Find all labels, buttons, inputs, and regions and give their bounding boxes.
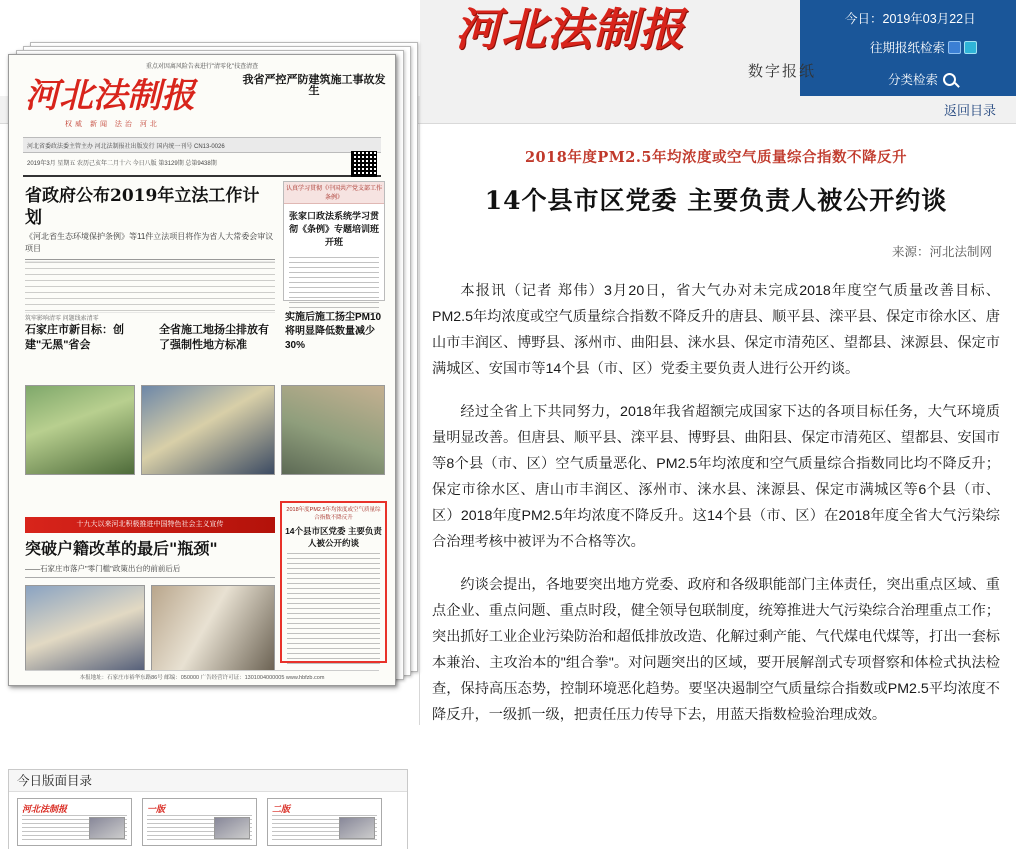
past-issue-label: 往期报纸检索 <box>870 41 946 55</box>
download-icon[interactable] <box>964 41 977 54</box>
newspaper-front-page[interactable] <box>8 54 396 686</box>
page-thumbnail[interactable] <box>17 798 132 846</box>
article-paragraph: 本报讯（记者 郑伟）3月20日，省大气办对未完成2018年度空气质量改善目标、PM2.5年均浓度或空气质量综合指数不降反升的唐县、顺平县、滦平县、保定市徐水区、唐山市丰润区、博野县、涿州市、曲阳县、涞水县、保定市清苑区、望都县、涞源县、保定市满城区、安国市等14个县（市、区）党委主要负责人进行公开约谈。 <box>432 282 1000 377</box>
category-search-label: 分类检索 <box>888 73 939 87</box>
front-page-right-box-kicker: 认真学习贯彻《中国共产党支部工作条例》 <box>284 182 384 204</box>
panel-divider <box>419 124 420 725</box>
category-search[interactable] <box>888 70 956 88</box>
selected-article-body <box>287 553 380 665</box>
thumb-photo <box>89 817 125 839</box>
front-page-right-box-title: 张家口政法系统学习贯彻《条例》专题培训班开班 <box>288 211 379 247</box>
front-page-meta-line: 河北省委政法委主管主办 河北法制报社出版发行 国内统一刊号 CN13-0026 <box>23 137 381 153</box>
today-index-title: 今日版面目录 <box>9 770 407 792</box>
thumb-photo <box>214 817 250 839</box>
paper-stack <box>8 24 408 784</box>
article-source: 来源：河北法制网 <box>891 244 992 259</box>
qr-code-icon <box>351 151 377 177</box>
front-page-headline-2b[interactable]: 全省施工地扬尘排放有了强制性地方标准 <box>159 324 269 351</box>
selected-article-title: 14个县市区党委 主要负责人被公开约谈 <box>285 526 382 548</box>
front-page-body-block-1 <box>25 261 275 313</box>
front-page-headline-1[interactable]: 省政府公布2019年立法工作计划 <box>25 186 260 228</box>
front-page-top-right-kicker <box>241 71 387 97</box>
search-icon[interactable] <box>943 73 956 86</box>
page-thumbnail[interactable] <box>267 798 382 846</box>
article-paragraph: 经过全省上下共同努力，2018年我省超额完成国家下达的各项目标任务，大气环境质量明显改善。但唐县、顺平县、滦平县、博野县、曲阳县、保定市清苑区、望都县、安国市等8个县（市、区）空气质量恶化、PM2.5年均浓度和空气质量综合指数同比均不降反升；保定市徐水区、唐山市丰润区、涿州市、涞水县、涞源县、保定市满城区等6个县（市、区）2018年度PM2.5年均浓度不降反升。这14个县（市、区）在2018年度全省大气污染综合治理考核中被评为不合格等次。 <box>432 403 1000 550</box>
thumb-masthead: 二版 <box>272 805 291 815</box>
article-title: 14个县市区党委 主要负责人被公开约谈 <box>484 185 948 215</box>
front-page-photo-b <box>141 385 275 475</box>
front-page-headline-2c: 实施后施工扬尘PM10将明显降低数量减少30% <box>285 312 382 351</box>
front-page-photo-d <box>25 585 145 671</box>
front-page-photo-a <box>25 385 135 475</box>
front-page-headline-3[interactable]: 突破户籍改革的最后"瓶颈" <box>25 539 218 558</box>
front-page-photo-c <box>281 385 385 475</box>
article-shoulder: 2018年度PM2.5年均浓度或空气质量综合指数不降反升 <box>524 149 908 166</box>
front-page-headline-2[interactable]: 石家庄市新目标：创建"无黑"省会 <box>25 324 124 351</box>
thumb-photo <box>339 817 375 839</box>
article-pane <box>432 134 1000 723</box>
front-page-headline-1-sub: 《河北省生态环境保护条例》等11件立法项目将作为省人大常委会审议项目 <box>25 231 275 260</box>
selected-article-kicker: 2018年度PM2.5年均浓度或空气质量综合指数不降反升 <box>286 507 381 521</box>
page-thumbnail[interactable] <box>142 798 257 846</box>
front-page-right-box[interactable] <box>283 181 385 301</box>
article-paragraph: 约谈会提出，各地要突出地方党委、政府和各级职能部门主体责任，突出重点区域、重点企业、重点问题、重点时段，健全领导包联制度，统筹推进大气污染综合治理重点工作；突出抓好工业企业污染防治和超低排放改造、化解过剩产能、气代煤电代煤等，打出一套标本兼治、主攻治本的"组合拳"。对问题突出的区域，要开展解剖式专项督察和体检式执法检查，保持高压态势，控制环境恶化趋势。要坚决遏制空气质量综合指数或PM2.5平均浓度不降反升，一级抓一级，把责任压力传导下去，用蓝天指数检验治理成效。 <box>432 576 1000 723</box>
calendar-icon[interactable] <box>948 41 961 54</box>
front-page-top-right-headline: 我省严控严防建筑施工事故发生 <box>242 74 386 97</box>
front-page-masthead: 河北法制报 <box>25 76 195 116</box>
selected-article-highlight[interactable] <box>280 501 387 663</box>
today-index-thumbs <box>9 792 407 852</box>
front-page-top-strip: 重点对因离风险告表进行"清零化"技查清查 <box>145 64 259 70</box>
front-page-photo-e <box>151 585 275 671</box>
front-page-headline-3-sub: ——石家庄市落户"零门槛"政策出台的前前后后 <box>25 563 275 578</box>
front-page-kicker-small: 筑牢影响清零 问题线索清零 <box>25 316 99 322</box>
today-index-panel <box>8 769 408 849</box>
digital-paper-label: 数字报纸 <box>748 63 817 80</box>
front-page-masthead-sub: 权威 新闻 法治 河北 <box>65 121 160 128</box>
past-issue-search[interactable] <box>870 38 977 56</box>
back-to-index-link[interactable]: 返回目录 <box>943 103 996 118</box>
front-page-red-bar: 十九大以来河北积极推进中国特色社会主义宣传 <box>25 517 275 533</box>
thumb-masthead: 河北法制报 <box>22 805 68 815</box>
article-body <box>432 278 1000 728</box>
front-page-right-box-body <box>289 257 379 313</box>
newspaper-preview-panel <box>0 64 416 815</box>
today-date: 今日：2019年03月22日 <box>845 12 976 26</box>
site-masthead: 河北法制报 <box>455 3 686 56</box>
front-page-footer: 本报地址：石家庄市裕华东路86号 邮编：050000 广告经营许可证：1301004000005 www.hbfzb.com <box>25 670 379 681</box>
thumb-masthead: 一版 <box>147 805 166 815</box>
front-page-meta-line-2: 2019年3月 星期五 农历己亥年二月十六 今日八版 第3129期 总第9438期 <box>23 155 381 177</box>
